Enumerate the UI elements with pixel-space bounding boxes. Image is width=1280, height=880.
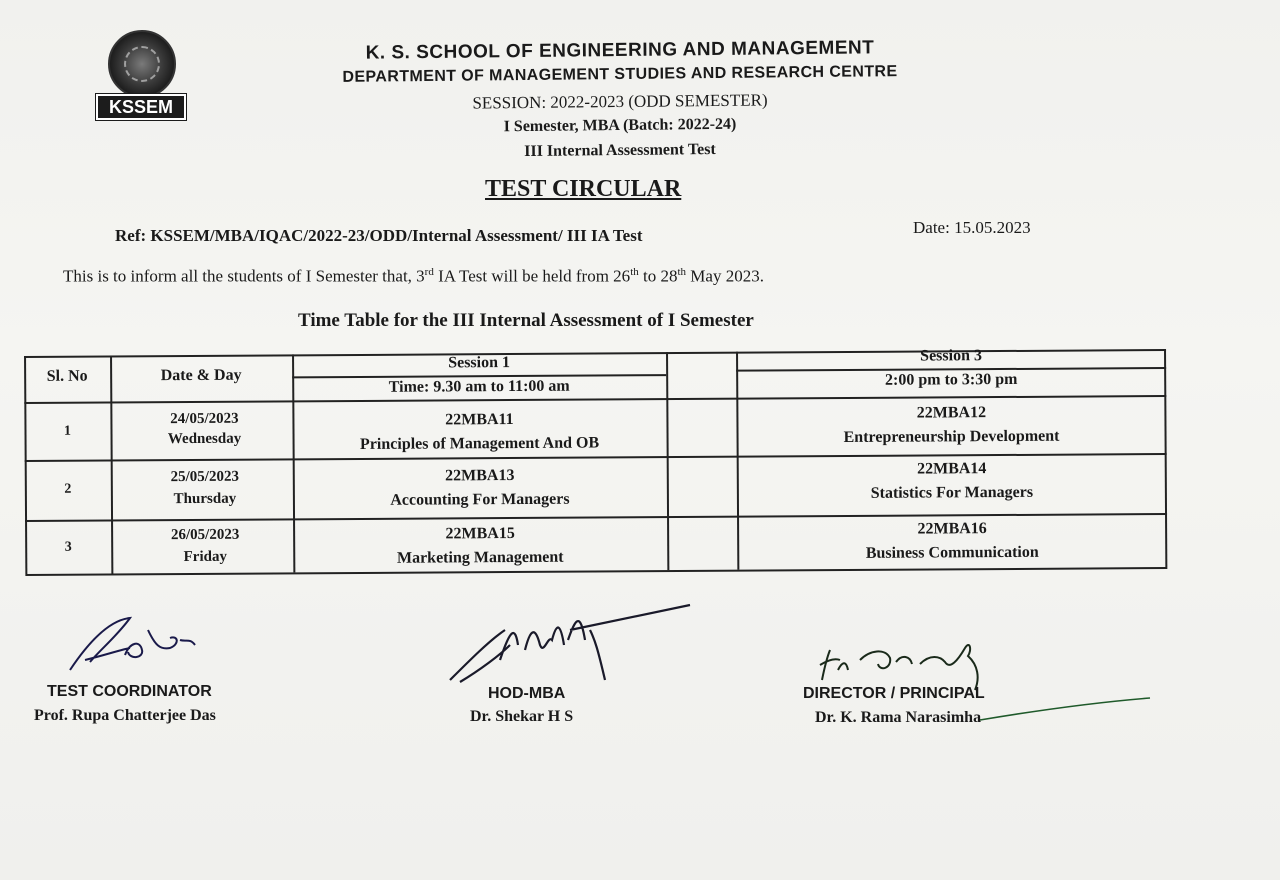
header-session1: Session 1 (448, 354, 511, 372)
row-day: Friday (183, 548, 227, 566)
header-slno: Sl. No (46, 367, 88, 385)
timetable (24, 343, 1167, 576)
inform-text: This is to inform all the students of I Semester that, 3rd IA Test will be held from 26th to 28th May 2023. (63, 266, 764, 286)
emblem-icon (108, 30, 176, 98)
session1-code: 22MBA13 (445, 467, 515, 485)
row-slno: 1 (63, 423, 72, 439)
row-slno: 2 (64, 481, 72, 497)
session1-subject: Principles of Management And OB (359, 434, 600, 453)
session3-code: 22MBA14 (917, 460, 987, 478)
kssem-logo (96, 30, 188, 122)
session3-subject: Statistics For Managers (870, 483, 1034, 502)
circular-date: Date: 15.05.2023 (913, 218, 1031, 237)
signature-hod: HOD-MBA Dr. Shekar H S (440, 600, 700, 730)
session1-code: 22MBA15 (445, 525, 515, 543)
session3-subject: Entrepreneurship Development (843, 427, 1060, 446)
signature-scribble-icon (440, 600, 700, 700)
session3-code: 22MBA12 (916, 404, 987, 422)
header-session3-time: 2:00 pm to 3:30 pm (884, 370, 1018, 389)
institution-name: K. S. SCHOOL OF ENGINEERING AND MANAGEMENT (365, 37, 875, 64)
header-session3: Session 3 (920, 347, 982, 365)
department-name: DEPARTMENT OF MANAGEMENT STUDIES AND RESEARCH CENTRE (342, 63, 898, 86)
row-date: 25/05/2023 (170, 468, 239, 486)
session3-subject: Business Communication (865, 543, 1039, 562)
row-date: 26/05/2023 (170, 526, 240, 544)
session1-subject: Marketing Management (396, 548, 564, 567)
header-date-day: Date & Day (160, 366, 242, 385)
signature-scribble-icon (30, 600, 230, 690)
row-date: 24/05/2023 (170, 410, 239, 428)
timetable-title: Time Table for the III Internal Assessment of I Semester (298, 310, 754, 331)
header-session1-time: Time: 9.30 am to 11:00 am (388, 377, 570, 396)
signature-director: DIRECTOR / PRINCIPAL Dr. K. Rama Narasimha (800, 630, 1160, 740)
row-day: Wednesday (167, 430, 242, 448)
session3-code: 22MBA16 (917, 520, 987, 538)
session-line: SESSION: 2022-2023 (ODD SEMESTER) (472, 90, 768, 113)
semester-line: I Semester, MBA (Batch: 2022-24) (503, 115, 737, 136)
test-line: III Internal Assessment Test (524, 140, 716, 161)
session1-subject: Accounting For Managers (390, 490, 570, 509)
signature-test-coordinator: TEST COORDINATOR Prof. Rupa Chatterjee Das (30, 600, 290, 730)
logo-label: KSSEM (96, 94, 186, 120)
reference-number: Ref: KSSEM/MBA/IQAC/2022-23/ODD/Internal Assessment/ III IA Test (115, 226, 643, 245)
row-slno: 3 (64, 539, 72, 555)
row-day: Thursday (173, 490, 237, 508)
circular-title: TEST CIRCULAR (485, 176, 682, 202)
session1-code: 22MBA11 (445, 411, 514, 429)
